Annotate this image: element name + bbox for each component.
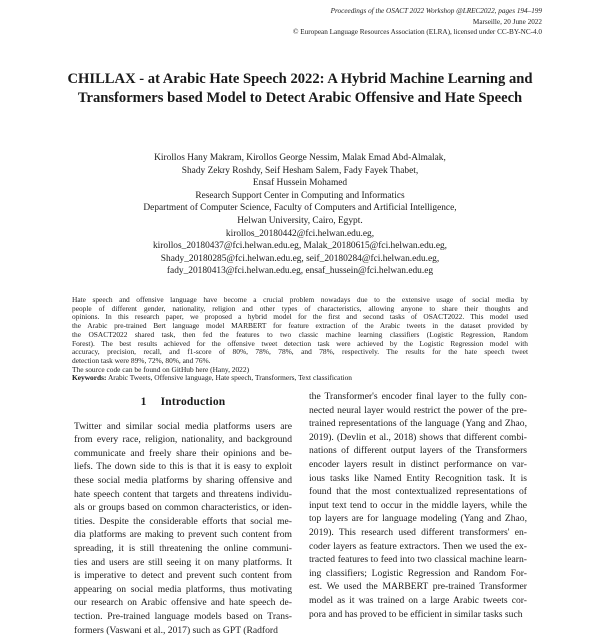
body-line: encoder layers result in distinct performance on var-: [309, 458, 527, 472]
body-line: the Transformer's encoder final layer to the fully con-: [309, 390, 527, 404]
body-line: tities. Despite the considerable efforts that social me-: [74, 515, 292, 529]
body-line: from every race, religion, nationality, and background: [74, 433, 292, 447]
body-line: top layers are for language modeling (Yang and Zhao,: [309, 512, 527, 526]
body-line: pora and has proved to be efficient in similar tasks such: [309, 608, 527, 622]
keywords-label: Keywords:: [72, 373, 107, 382]
body-line: is imperative to detect and prevent such content from: [74, 569, 292, 583]
body-line: ties and users are still seeing it on many platforms. It: [74, 556, 292, 570]
author-line: Shady Zekry Roshdy, Seif Hesham Salem, Fady Fayek Thabet,: [60, 165, 540, 178]
abstract-line: accuracy, precision, recall, and f1-score of 80%, 78%, 78%, and 78%, respectively. The results for the hate speech tweet: [72, 348, 528, 357]
body-line: nations of different output layers of the Transformers: [309, 444, 527, 458]
section-title: Introduction: [161, 396, 226, 408]
left-column: [74, 392, 292, 637]
author-line: Kirollos Hany Makram, Kirollos George Nessim, Malak Emad Abd-Almalak,: [60, 152, 540, 165]
abstract-block: [72, 296, 528, 383]
author-line: Ensaf Hussein Mohamed: [60, 177, 540, 190]
section-number: 1: [141, 396, 147, 408]
license-line: © European Language Resources Association (ELRA), licensed under CC-BY-NC-4.0: [122, 27, 542, 38]
body-line: spreading, it is still threatening the online communi-: [74, 542, 292, 556]
proceedings-header: [122, 6, 542, 38]
author-line: Shady_20180285@fci.helwan.edu.eg, seif_20180284@fci.helwan.edu.eg,: [60, 253, 540, 266]
abstract-line: The source code can be found on GitHub here (Hany, 2022): [72, 366, 528, 375]
body-line: input text tend to occur in the middle layers, while the: [309, 499, 527, 513]
author-line: kirollos_20180442@fci.helwan.edu.eg,: [60, 228, 540, 241]
body-line: communicate and freely share their opinions and be-: [74, 447, 292, 461]
body-line: model as it was trained on a large Arabic tweets cor-: [309, 594, 527, 608]
author-line: Research Support Center in Computing and Informatics: [60, 190, 540, 203]
author-line: Department of Computer Science, Faculty of Computers and Artificial Intelligence,: [60, 202, 540, 215]
author-line: Helwan University, Cairo, Egypt.: [60, 215, 540, 228]
abstract-line: opinions. In this research paper, we proposed a hybrid model for the first and second tasks of OSACT2022. This model used: [72, 313, 528, 322]
abstract-line: Forest). The best results achieved for the offensive tweet detection task were achieved by the Logistic Regression model with: [72, 340, 528, 349]
body-line: nected neural layer would restrict the power of the pre-: [309, 404, 527, 418]
abstract-line: the Arabic pre-trained Bert language model MARBERT for feature extraction of the Arabic tweets in the dataset provided by: [72, 322, 528, 331]
body-line: our research on Arabic offensive and hate speech de-: [74, 596, 292, 610]
location-line: Marseille, 20 June 2022: [122, 17, 542, 28]
body-line: Twitter and similar social media platforms users are: [74, 420, 292, 434]
body-line: ing classifiers; Logistic Regression and Random For-: [309, 567, 527, 581]
keywords-text: Arabic Tweets, Offensive language, Hate speech, Transformers, Text classification: [107, 373, 352, 382]
body-line: est. We used the MARBERT pre-trained Transformer: [309, 580, 527, 594]
author-line: kirollos_20180437@fci.helwan.edu.eg, Malak_20180615@fci.helwan.edu.eg,: [60, 240, 540, 253]
proceedings-line: Proceedings of the OSACT 2022 Workshop @LREC2022, pages 194–199: [122, 6, 542, 17]
intro-paragraph-left: [74, 420, 292, 637]
body-line: hate speech content that targets and threatens individu-: [74, 488, 292, 502]
body-line: dia platforms are making to prevent such content from: [74, 528, 292, 542]
body-line: als or groups based on common characteristics, or iden-: [74, 501, 292, 515]
body-line: ious tasks like Named Entity Recognition task. It is: [309, 472, 527, 486]
body-line: appearing on social media platforms, thus motivating: [74, 583, 292, 597]
abstract-line: Hate speech and offensive language have become a crucial problem nowadays due to the extensive usage of social media by: [72, 296, 528, 305]
body-line: tection. Pre-trained language models based on Trans-: [74, 610, 292, 624]
body-line: found that the most contextualized representations of: [309, 485, 527, 499]
author-line: fady_20180413@fci.helwan.edu.eg, ensaf_hussein@fci.helwan.edu.eg: [60, 265, 540, 278]
section-heading: [74, 396, 292, 410]
body-line: 2019). (Devlin et al., 2018) shows that different combi-: [309, 431, 527, 445]
body-line: liefs. The down side to this is that it is easy to exploit: [74, 460, 292, 474]
abstract-line: detection task were 89%, 72%, 80%, and 76%.: [72, 357, 528, 366]
body-line: tracted features to feed into two classical machine learn-: [309, 553, 527, 567]
body-line: coder layers as feature extractors. Then we used the ex-: [309, 540, 527, 554]
authors-block: [60, 152, 540, 278]
body-line: these social media platforms by sharing offensive and: [74, 474, 292, 488]
keywords-line: [72, 374, 528, 383]
body-line: formers (Vaswani et al., 2017) such as GPT (Radford: [74, 624, 292, 637]
body-line: trained representations of the language (Yang and Zhao,: [309, 417, 527, 431]
body-line: 2019). This research used different transformers' en-: [309, 526, 527, 540]
right-column: [309, 390, 527, 621]
abstract-line: the OSACT2022 shared task, then fed the features to two classic machine learning classifiers (Logistic Regression, Random: [72, 331, 528, 340]
intro-paragraph-right: [309, 390, 527, 621]
abstract-text: [72, 296, 528, 374]
paper-title: CHILLAX - at Arabic Hate Speech 2022: A Hybrid Machine Learning and Transformers based Model to Detect Arabic Offensive and Hate Speech: [60, 70, 540, 108]
abstract-line: people of different gender, nationality, religion and other types of characteristics, allowing anyone to share their thoughts and: [72, 305, 528, 314]
